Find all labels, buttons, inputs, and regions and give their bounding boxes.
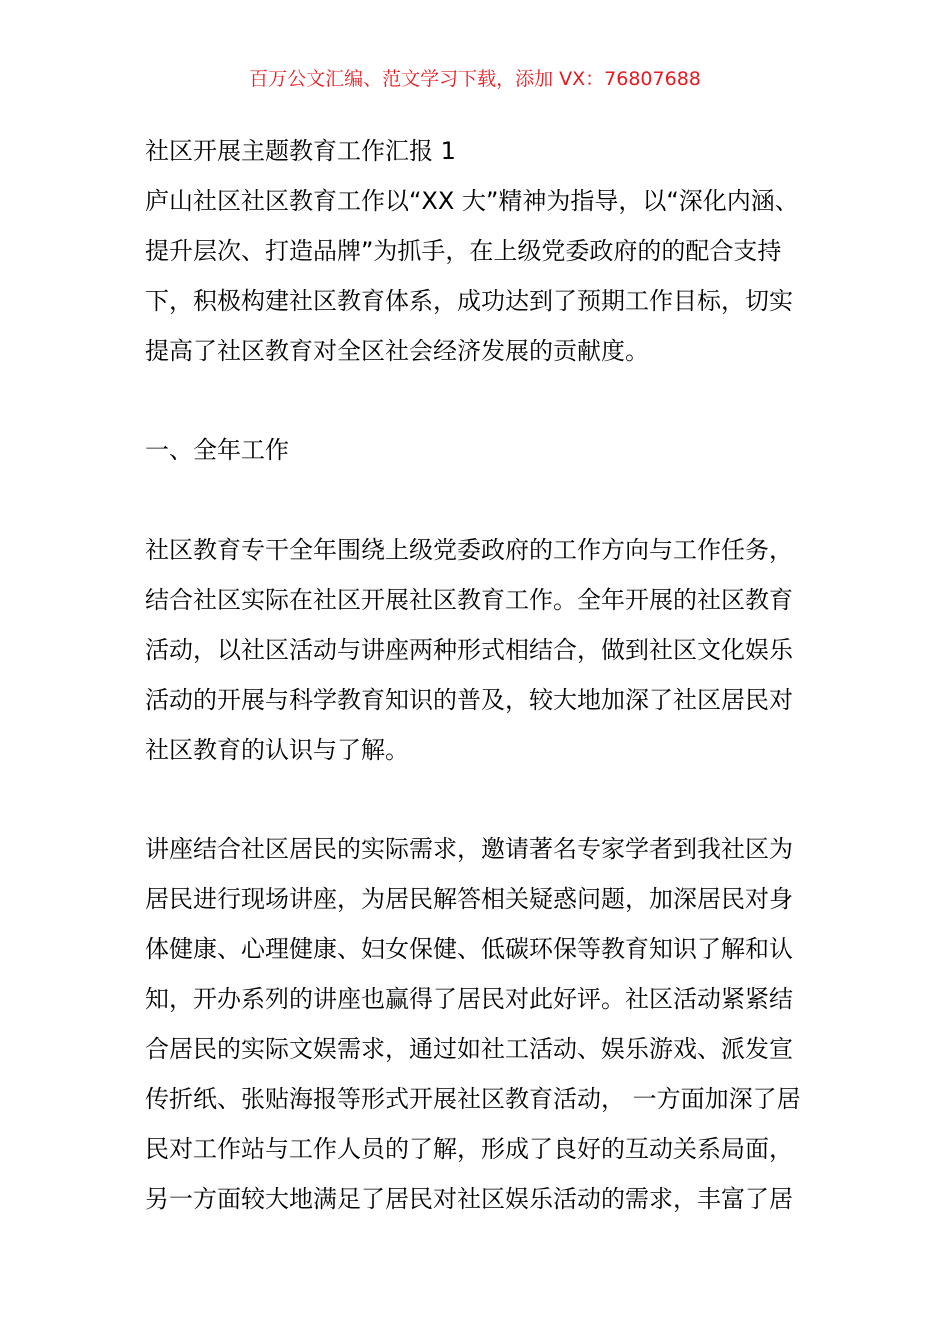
- header-banner: 百万公文汇编、范文学习下载，添加 VX：76807688: [249, 68, 701, 90]
- intro-line: 下，积极构建社区教育体系，成功达到了预期工作目标，切实: [145, 287, 793, 315]
- paragraph2-line: 讲座结合社区居民的实际需求，邀请著名专家学者到我社区为: [145, 835, 793, 863]
- paragraph2-line: 另一方面较大地满足了居民对社区娱乐活动的需求，丰富了居: [145, 1185, 793, 1213]
- section-heading: 一、全年工作: [145, 436, 289, 464]
- paragraph2-line: 合居民的实际文娱需求，通过如社工活动、娱乐游戏、派发宣: [145, 1035, 793, 1063]
- paragraph2-line: 知，开办系列的讲座也赢得了居民对此好评。社区活动紧紧结: [145, 985, 793, 1013]
- paragraph2-line: 体健康、心理健康、妇女保健、低碳环保等教育知识了解和认: [145, 935, 793, 963]
- intro-line: 提高了社区教育对全区社会经济发展的贡献度。: [145, 337, 649, 365]
- paragraph2-line: 民对工作站与工作人员的了解，形成了良好的互动关系局面，: [145, 1135, 793, 1163]
- intro-line: 庐山社区社区教育工作以“XX 大”精神为指导，以“深化内涵、: [145, 187, 799, 215]
- paragraph2-line: 传折纸、张贴海报等形式开展社区教育活动， 一方面加深了居: [145, 1085, 801, 1113]
- intro-line: 提升层次、打造品牌”为抓手，在上级党委政府的的配合支持: [145, 237, 782, 265]
- paragraph1-line: 结合社区实际在社区开展社区教育工作。全年开展的社区教育: [145, 586, 793, 614]
- paragraph1-line: 社区教育的认识与了解。: [145, 736, 409, 764]
- paragraph1-line: 活动的开展与科学教育知识的普及，较大地加深了社区居民对: [145, 686, 793, 714]
- document-title: 社区开展主题教育工作汇报 1: [145, 137, 456, 165]
- paragraph1-line: 社区教育专干全年围绕上级党委政府的工作方向与工作任务，: [145, 536, 793, 564]
- paragraph2-line: 居民进行现场讲座，为居民解答相关疑惑问题，加深居民对身: [145, 885, 793, 913]
- paragraph1-line: 活动，以社区活动与讲座两种形式相结合，做到社区文化娱乐: [145, 636, 793, 664]
